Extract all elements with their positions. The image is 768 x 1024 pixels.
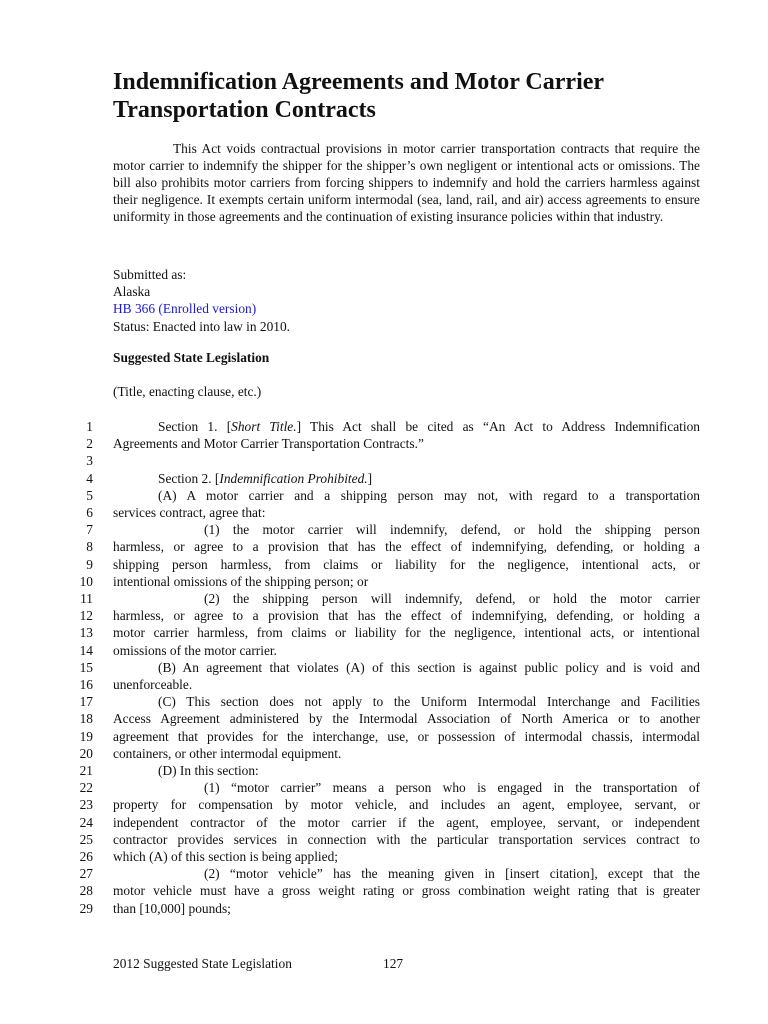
line-number: 8 (86, 539, 93, 555)
line-text: Section 2. [ (158, 470, 220, 486)
line-number: 23 (79, 797, 93, 813)
line-text: (2) “motor vehicle” has the meaning given in [insert citation], except that the (204, 866, 700, 882)
legislation-line (113, 728, 700, 745)
state-name: Alaska (113, 284, 151, 300)
line-text: (2) the shipping person will indemnify, defend, or hold the motor carrier (204, 591, 700, 606)
line-text: harmless, or agree to a provision that has the effect of indemnifying, defending, or holding a (113, 608, 700, 624)
line-number: 15 (79, 659, 93, 675)
line-text: Access Agreement administered by the Intermodal Association of North America or to another (113, 711, 700, 727)
line-text: agreement that provides for the interchange, use, or possession of intermodal chassis, intermodal (113, 728, 700, 744)
line-text: ] This Act shall be cited as “An Act to Address Indemnification (296, 419, 700, 434)
line-number: 21 (79, 763, 93, 778)
legislation-line (113, 831, 700, 848)
line-number: 17 (79, 694, 93, 710)
title-line-1: Indemnification Agreements and Motor Carrier (113, 69, 605, 95)
line-number: 24 (79, 814, 93, 830)
line-number: 13 (79, 625, 93, 641)
line-number: 2 (86, 436, 93, 452)
line-number: 11 (80, 591, 93, 606)
italic-heading: Indemnification Prohibited. (219, 470, 368, 486)
legislation-line (113, 435, 700, 452)
line-text: (C) This section does not apply to the Uniform Intermodal Interchange and Facilities (158, 694, 700, 710)
status-text: Status: Enacted into law in 2010. (113, 318, 291, 334)
line-number: 19 (79, 728, 93, 744)
submission-info (113, 266, 290, 335)
legislation-line (158, 470, 700, 487)
legislation-line (158, 762, 700, 779)
legislation-line (113, 848, 700, 865)
line-text: (B) An agreement that violates (A) of this section is against public policy and is void and (158, 659, 700, 675)
line-text: harmless, or agree to a provision that has the effect of indemnifying, defending, or holding a (113, 539, 700, 555)
line-text: independent contractor of the motor carrier if the agent, employee, servant, or independent (113, 814, 700, 830)
line-number: 29 (79, 900, 93, 916)
summary-paragraph (113, 140, 700, 225)
legislation-line (113, 882, 700, 899)
line-text: shipping person harmless, from claims or liability for the negligence, intentional acts, or (113, 556, 700, 572)
line-text: (1) the motor carrier will indemnify, defend, or hold the shipping person (204, 522, 700, 538)
line-text: (D) In this section: (158, 763, 259, 778)
legislation-line (158, 659, 700, 676)
line-text: Section 1. [ (158, 419, 232, 434)
line-text: (1) “motor carrier” means a person who is engaged in the transportation of (204, 780, 700, 796)
line-number: 16 (79, 677, 93, 692)
legislation-line (113, 624, 700, 641)
footer-publication: 2012 Suggested State Legislation (113, 956, 292, 971)
legislation-line (204, 779, 700, 796)
line-number: 22 (79, 780, 93, 796)
line-number: 26 (79, 849, 93, 864)
line-text: intentional omissions of the shipping person; or (113, 573, 369, 589)
line-number: 9 (86, 556, 93, 572)
line-number: 27 (79, 866, 93, 882)
title-clause: (Title, enacting clause, etc.) (113, 384, 262, 399)
line-number: 4 (86, 470, 93, 486)
bill-link[interactable]: HB 366 (Enrolled version) (113, 301, 257, 317)
summary-text: This Act voids contractual provisions in motor carrier transportation contracts that require the motor carrier to indemnify the shipper for the shipper’s own negligent or intentional acts or omissions. The bill also prohibits motor carriers from forcing shippers to indemnify and hold the carriers harmless against their negligence. It exempts certain uniform intermodal (sea, land, rail, and air) access agreements to ensure uniformity in those agreements and the continuation of existing insurance policies within that industry. (113, 141, 700, 224)
line-number: 3 (86, 453, 93, 469)
line-text: containers, or other intermodal equipment. (113, 745, 342, 761)
footer-page-number: 127 (383, 956, 404, 971)
line-number: 18 (79, 711, 93, 727)
legislation-line (158, 693, 700, 710)
legislation-line (113, 814, 700, 831)
line-number: 1 (86, 419, 93, 434)
document-title (113, 68, 713, 124)
line-text: (A) A motor carrier and a shipping person may not, with regard to a transportation (158, 487, 700, 503)
line-text: which (A) of this section is being applied; (113, 849, 338, 864)
legislation-line (204, 521, 700, 538)
line-number: 14 (79, 642, 93, 658)
line-text: unenforceable. (113, 677, 193, 692)
line-number: 28 (79, 883, 93, 899)
legislation-line (113, 676, 700, 693)
legislation-line (113, 796, 700, 813)
legislation-line (113, 556, 700, 573)
legislation-line (113, 745, 700, 762)
line-number: 7 (86, 522, 93, 538)
legislation-line (113, 504, 700, 521)
italic-heading: Short Title. (231, 419, 297, 434)
legislation-line (113, 710, 700, 727)
line-number: 20 (79, 745, 93, 761)
title-line-2: Transportation Contracts (113, 97, 376, 123)
line-text: ] (367, 470, 373, 486)
legislation-line (113, 607, 700, 624)
line-text: than [10,000] pounds; (113, 900, 231, 916)
legislation-line (113, 573, 700, 590)
line-number: 25 (79, 831, 93, 847)
line-text: motor vehicle must have a gross weight rating or gross combination weight rating that is greater (113, 883, 700, 899)
line-text: omissions of the motor carrier. (113, 642, 278, 658)
legislation-line (113, 538, 700, 555)
line-number: 5 (86, 487, 93, 503)
legislation-line (158, 418, 700, 435)
legislation-line (204, 590, 700, 607)
line-text: property for compensation by motor vehicle, and includes an agent, employee, servant, or (113, 797, 700, 813)
submitted-as-label: Submitted as: (113, 267, 187, 282)
legislation-line (158, 487, 700, 504)
legislation-line (204, 865, 700, 882)
legislation-line (113, 642, 700, 659)
line-text: Agreements and Motor Carrier Transportation Contracts.” (113, 436, 424, 452)
suggested-legislation-heading: Suggested State Legislation (113, 350, 270, 365)
line-number: 6 (86, 505, 93, 520)
line-text: services contract, agree that: (113, 505, 266, 520)
line-text: contractor provides services in connection with the particular transportation services contract to (113, 831, 700, 847)
line-number: 10 (79, 573, 93, 589)
line-text: motor carrier harmless, from claims or liability for the negligence, intentional acts, or intentional (113, 625, 700, 641)
line-number: 12 (79, 608, 93, 624)
legislation-line (113, 900, 700, 917)
